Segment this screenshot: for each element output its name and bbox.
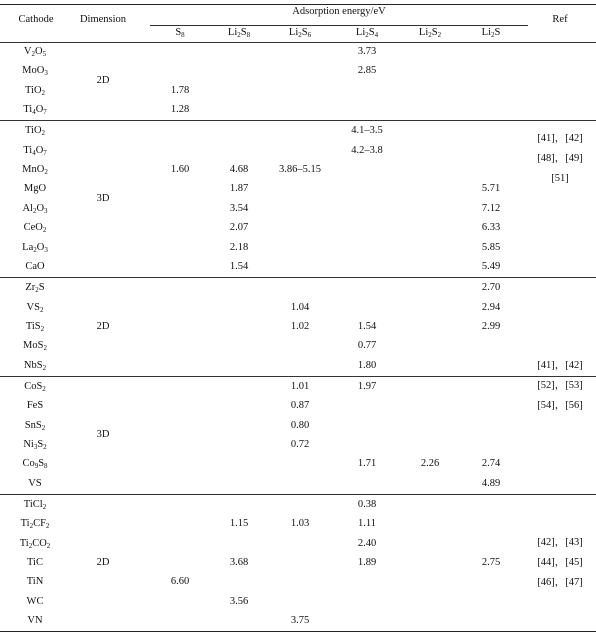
energy-value: 2.74 xyxy=(481,458,501,470)
cathode-name xyxy=(27,302,44,313)
energy-value: 3.73 xyxy=(357,45,377,57)
energy-value: 4.2–3.8 xyxy=(351,144,383,156)
formula-part: TiO xyxy=(24,125,42,137)
energy-value: 1.80 xyxy=(357,359,377,371)
cathode-name xyxy=(25,85,45,96)
formula-part: TiS xyxy=(25,320,41,332)
subscript: 7 xyxy=(43,107,47,116)
formula-part: CeO xyxy=(23,221,43,233)
subscript: 4 xyxy=(32,148,36,157)
energy-value: 2.18 xyxy=(229,241,249,253)
cathode-name xyxy=(24,47,46,58)
energy-value: 0.77 xyxy=(357,340,377,351)
subscript: 2 xyxy=(237,30,241,39)
energy-value: 1.97 xyxy=(357,380,377,392)
reference-line: [44]，[45] xyxy=(537,556,583,568)
formula-part: Ti xyxy=(23,144,33,156)
energy-value: 2.26 xyxy=(420,458,440,470)
formula-part: CF xyxy=(33,518,46,530)
reference-line: [52]，[53] xyxy=(537,379,583,391)
header-species xyxy=(289,28,311,39)
energy-value: 2.70 xyxy=(481,281,501,293)
formula-part: Ti xyxy=(20,518,30,530)
header-dimension: Dimension xyxy=(79,13,127,25)
subscript: 2 xyxy=(33,245,37,254)
energy-value: 1.02 xyxy=(290,320,310,332)
energy-value: 5.71 xyxy=(481,183,501,195)
subscript: 2 xyxy=(42,225,47,234)
formula-part: Al xyxy=(22,202,33,214)
formula-part: S xyxy=(38,458,45,470)
subscript: 6 xyxy=(307,30,312,39)
subscript: 2 xyxy=(39,305,44,314)
formula-part: CaO xyxy=(25,260,45,272)
energy-value: 1.71 xyxy=(357,458,377,470)
group-separator xyxy=(0,277,596,278)
group-separator xyxy=(0,376,596,377)
energy-value: 2.07 xyxy=(229,221,249,233)
cathode-name xyxy=(28,478,41,489)
formula-part: FeS xyxy=(26,400,44,412)
header-species xyxy=(419,28,441,39)
formula-part: Ti xyxy=(19,537,29,549)
formula-part: TiCl xyxy=(23,498,43,510)
energy-value: 2.99 xyxy=(481,320,501,332)
subscript: 8 xyxy=(44,462,48,471)
formula-part: SnS xyxy=(24,419,42,431)
formula-part: Li xyxy=(481,26,491,38)
cathode-name xyxy=(24,360,46,371)
cathode-name xyxy=(24,500,46,511)
subscript: 2 xyxy=(365,30,369,39)
energy-value: 7.12 xyxy=(481,202,501,214)
group-separator xyxy=(0,120,596,121)
formula-part: TiN xyxy=(26,576,44,588)
energy-value: 5.85 xyxy=(481,241,501,253)
subscript: 8 xyxy=(246,30,251,39)
formula-part: S xyxy=(38,281,45,293)
subscript: 2 xyxy=(437,30,442,39)
subscript: 2 xyxy=(44,167,48,176)
subscript: 2 xyxy=(428,30,432,39)
energy-value: 1.89 xyxy=(357,556,377,568)
reference-line: [48]，[49] xyxy=(537,153,583,165)
energy-value: 1.01 xyxy=(290,380,310,392)
subscript: 2 xyxy=(40,324,45,333)
header-species xyxy=(356,28,378,39)
formula-part: TiC xyxy=(27,556,43,568)
cathode-name xyxy=(25,283,44,294)
cathode-name xyxy=(23,105,47,116)
formula-part: S xyxy=(431,26,438,38)
reference-line: [41]，[42] xyxy=(537,359,583,371)
subscript: 5 xyxy=(42,49,47,58)
formula-part: WC xyxy=(26,595,44,607)
group-separator xyxy=(0,494,596,495)
formula-part: S xyxy=(175,26,182,38)
subscript: 8 xyxy=(181,30,185,39)
reference-line: [54]，[56] xyxy=(537,399,583,411)
subscript: 2 xyxy=(41,423,46,432)
cathode-name xyxy=(27,616,42,627)
header-cathode: Cathode xyxy=(18,13,54,25)
header-sub-rule xyxy=(150,25,528,26)
formula-part: Li xyxy=(288,26,299,38)
subscript: 2 xyxy=(491,30,495,39)
subscript: 2 xyxy=(45,522,50,531)
formula-part: S xyxy=(301,26,308,38)
formula-part: CO xyxy=(32,537,47,549)
cathode-name xyxy=(21,519,50,530)
formula-part: Li xyxy=(355,26,366,38)
formula-part: O xyxy=(35,45,43,57)
formula-part: VS xyxy=(26,301,40,313)
formula-part: O xyxy=(36,241,45,253)
subscript: 2 xyxy=(298,30,302,39)
energy-value: 2.75 xyxy=(481,556,501,568)
header-adsorption-energy: Adsorption energy/eV xyxy=(292,5,386,17)
subscript: 2 xyxy=(46,541,51,550)
subscript: 2 xyxy=(43,442,47,451)
subscript: 2 xyxy=(29,522,34,531)
energy-value: 1.54 xyxy=(229,260,249,272)
energy-value: 1.11 xyxy=(358,518,376,530)
energy-value: 3.56 xyxy=(229,595,249,607)
energy-value: 1.15 xyxy=(229,518,249,530)
formula-part: NbS xyxy=(23,359,43,371)
subscript: 2 xyxy=(28,541,33,550)
energy-value: 0.72 xyxy=(290,438,310,450)
energy-value: 0.87 xyxy=(290,400,310,412)
group-dimension: 2D xyxy=(96,320,110,332)
energy-value: 1.78 xyxy=(170,84,190,96)
cathode-name xyxy=(23,440,46,451)
formula-part: O xyxy=(36,202,45,214)
energy-value: 6.33 xyxy=(481,221,501,233)
formula-part: MgO xyxy=(23,183,47,195)
cathode-name xyxy=(24,184,46,195)
reference-line: [41]，[42] xyxy=(537,133,583,145)
energy-value: 1.04 xyxy=(290,301,310,313)
formula-part: Ti xyxy=(23,103,33,115)
header-species xyxy=(175,28,184,39)
subscript: 2 xyxy=(42,502,47,511)
cathode-name xyxy=(25,262,44,273)
formula-part: MoO xyxy=(22,65,45,77)
subscript: 2 xyxy=(41,129,46,138)
cathode-name xyxy=(27,597,44,608)
energy-value: 6.60 xyxy=(170,576,190,588)
subscript: 2 xyxy=(42,363,47,372)
formula-part: Zr xyxy=(25,281,36,293)
energy-value: 3.68 xyxy=(229,556,249,568)
formula-part: VS xyxy=(28,477,42,489)
subscript: 3 xyxy=(44,206,48,215)
formula-part: S xyxy=(37,438,44,450)
energy-value: 4.1–3.5 xyxy=(351,125,383,137)
subscript: 2 xyxy=(32,206,37,215)
cathode-name xyxy=(27,401,43,412)
group-dimension: 2D xyxy=(96,556,110,568)
cathode-name xyxy=(23,341,47,352)
group-dimension: 3D xyxy=(96,429,110,441)
cathode-name xyxy=(27,558,43,569)
reference-line: [51] xyxy=(551,173,569,185)
group-dimension: 2D xyxy=(96,74,110,86)
energy-value: 0.38 xyxy=(357,498,377,510)
subscript: 3 xyxy=(44,245,48,254)
energy-value: 0.80 xyxy=(290,419,310,431)
cathode-name xyxy=(23,146,47,157)
cathode-name xyxy=(22,242,48,253)
energy-value: 2.85 xyxy=(357,65,377,77)
energy-value: 2.94 xyxy=(481,301,501,313)
subscript: 2 xyxy=(42,384,46,393)
formula-part: Ni xyxy=(23,438,34,450)
subscript: 7 xyxy=(43,148,47,157)
cathode-name xyxy=(22,459,47,470)
energy-value: 5.49 xyxy=(481,260,501,272)
energy-value: 3.86–5.15 xyxy=(279,163,321,175)
subscript: 2 xyxy=(35,285,39,294)
cathode-name xyxy=(22,66,48,77)
formula-part: S xyxy=(240,26,247,38)
cathode-name xyxy=(26,322,44,333)
formula-part: Co xyxy=(22,458,35,470)
header-species xyxy=(228,28,250,39)
energy-value: 1.28 xyxy=(170,103,190,115)
energy-value: 1.03 xyxy=(290,518,310,530)
cathode-name xyxy=(27,577,44,588)
subscript: 9 xyxy=(34,462,39,471)
formula-part: La xyxy=(22,241,34,253)
energy-value: 1.60 xyxy=(170,163,190,175)
subscript: 2 xyxy=(41,88,46,97)
cathode-name xyxy=(22,165,48,176)
formula-part: O xyxy=(35,144,44,156)
formula-part: MnO xyxy=(22,163,45,175)
subscript: 4 xyxy=(374,30,379,39)
subscript: 4 xyxy=(32,107,36,116)
formula-part: Li xyxy=(418,26,429,38)
energy-value: 4.89 xyxy=(481,477,501,489)
cathode-name xyxy=(24,223,47,234)
energy-value: 3.75 xyxy=(290,614,310,626)
formula-part: MoS xyxy=(23,340,44,351)
formula-part: S xyxy=(368,26,375,38)
reference-line: [42]，[43] xyxy=(537,536,583,548)
formula-part: VN xyxy=(27,614,43,626)
formula-part: V xyxy=(23,45,32,57)
formula-part: O xyxy=(35,103,44,115)
cathode-name xyxy=(25,126,45,137)
subscript: 2 xyxy=(31,49,35,58)
formula-part: TiO xyxy=(24,84,42,96)
header-species xyxy=(482,28,501,39)
formula-part: CoS xyxy=(24,380,43,392)
formula-part: Li xyxy=(227,26,238,38)
subscript: 2 xyxy=(43,344,47,352)
reference-line: [46]，[47] xyxy=(537,576,583,588)
cathode-name xyxy=(25,420,45,431)
energy-value: 1.54 xyxy=(357,320,377,332)
group-dimension: 3D xyxy=(96,192,110,204)
subscript: 3 xyxy=(44,69,48,78)
formula-part: S xyxy=(494,26,501,38)
cathode-name xyxy=(20,539,51,550)
energy-value: 1.87 xyxy=(229,183,249,195)
subscript: 3 xyxy=(33,442,38,451)
energy-value: 4.68 xyxy=(229,163,249,175)
energy-value: 2.40 xyxy=(357,537,377,549)
header-bottom-rule xyxy=(0,42,596,43)
cathode-name xyxy=(22,204,47,215)
header-ref: Ref xyxy=(552,13,568,25)
energy-value: 3.54 xyxy=(229,202,249,214)
cathode-name xyxy=(24,382,46,393)
